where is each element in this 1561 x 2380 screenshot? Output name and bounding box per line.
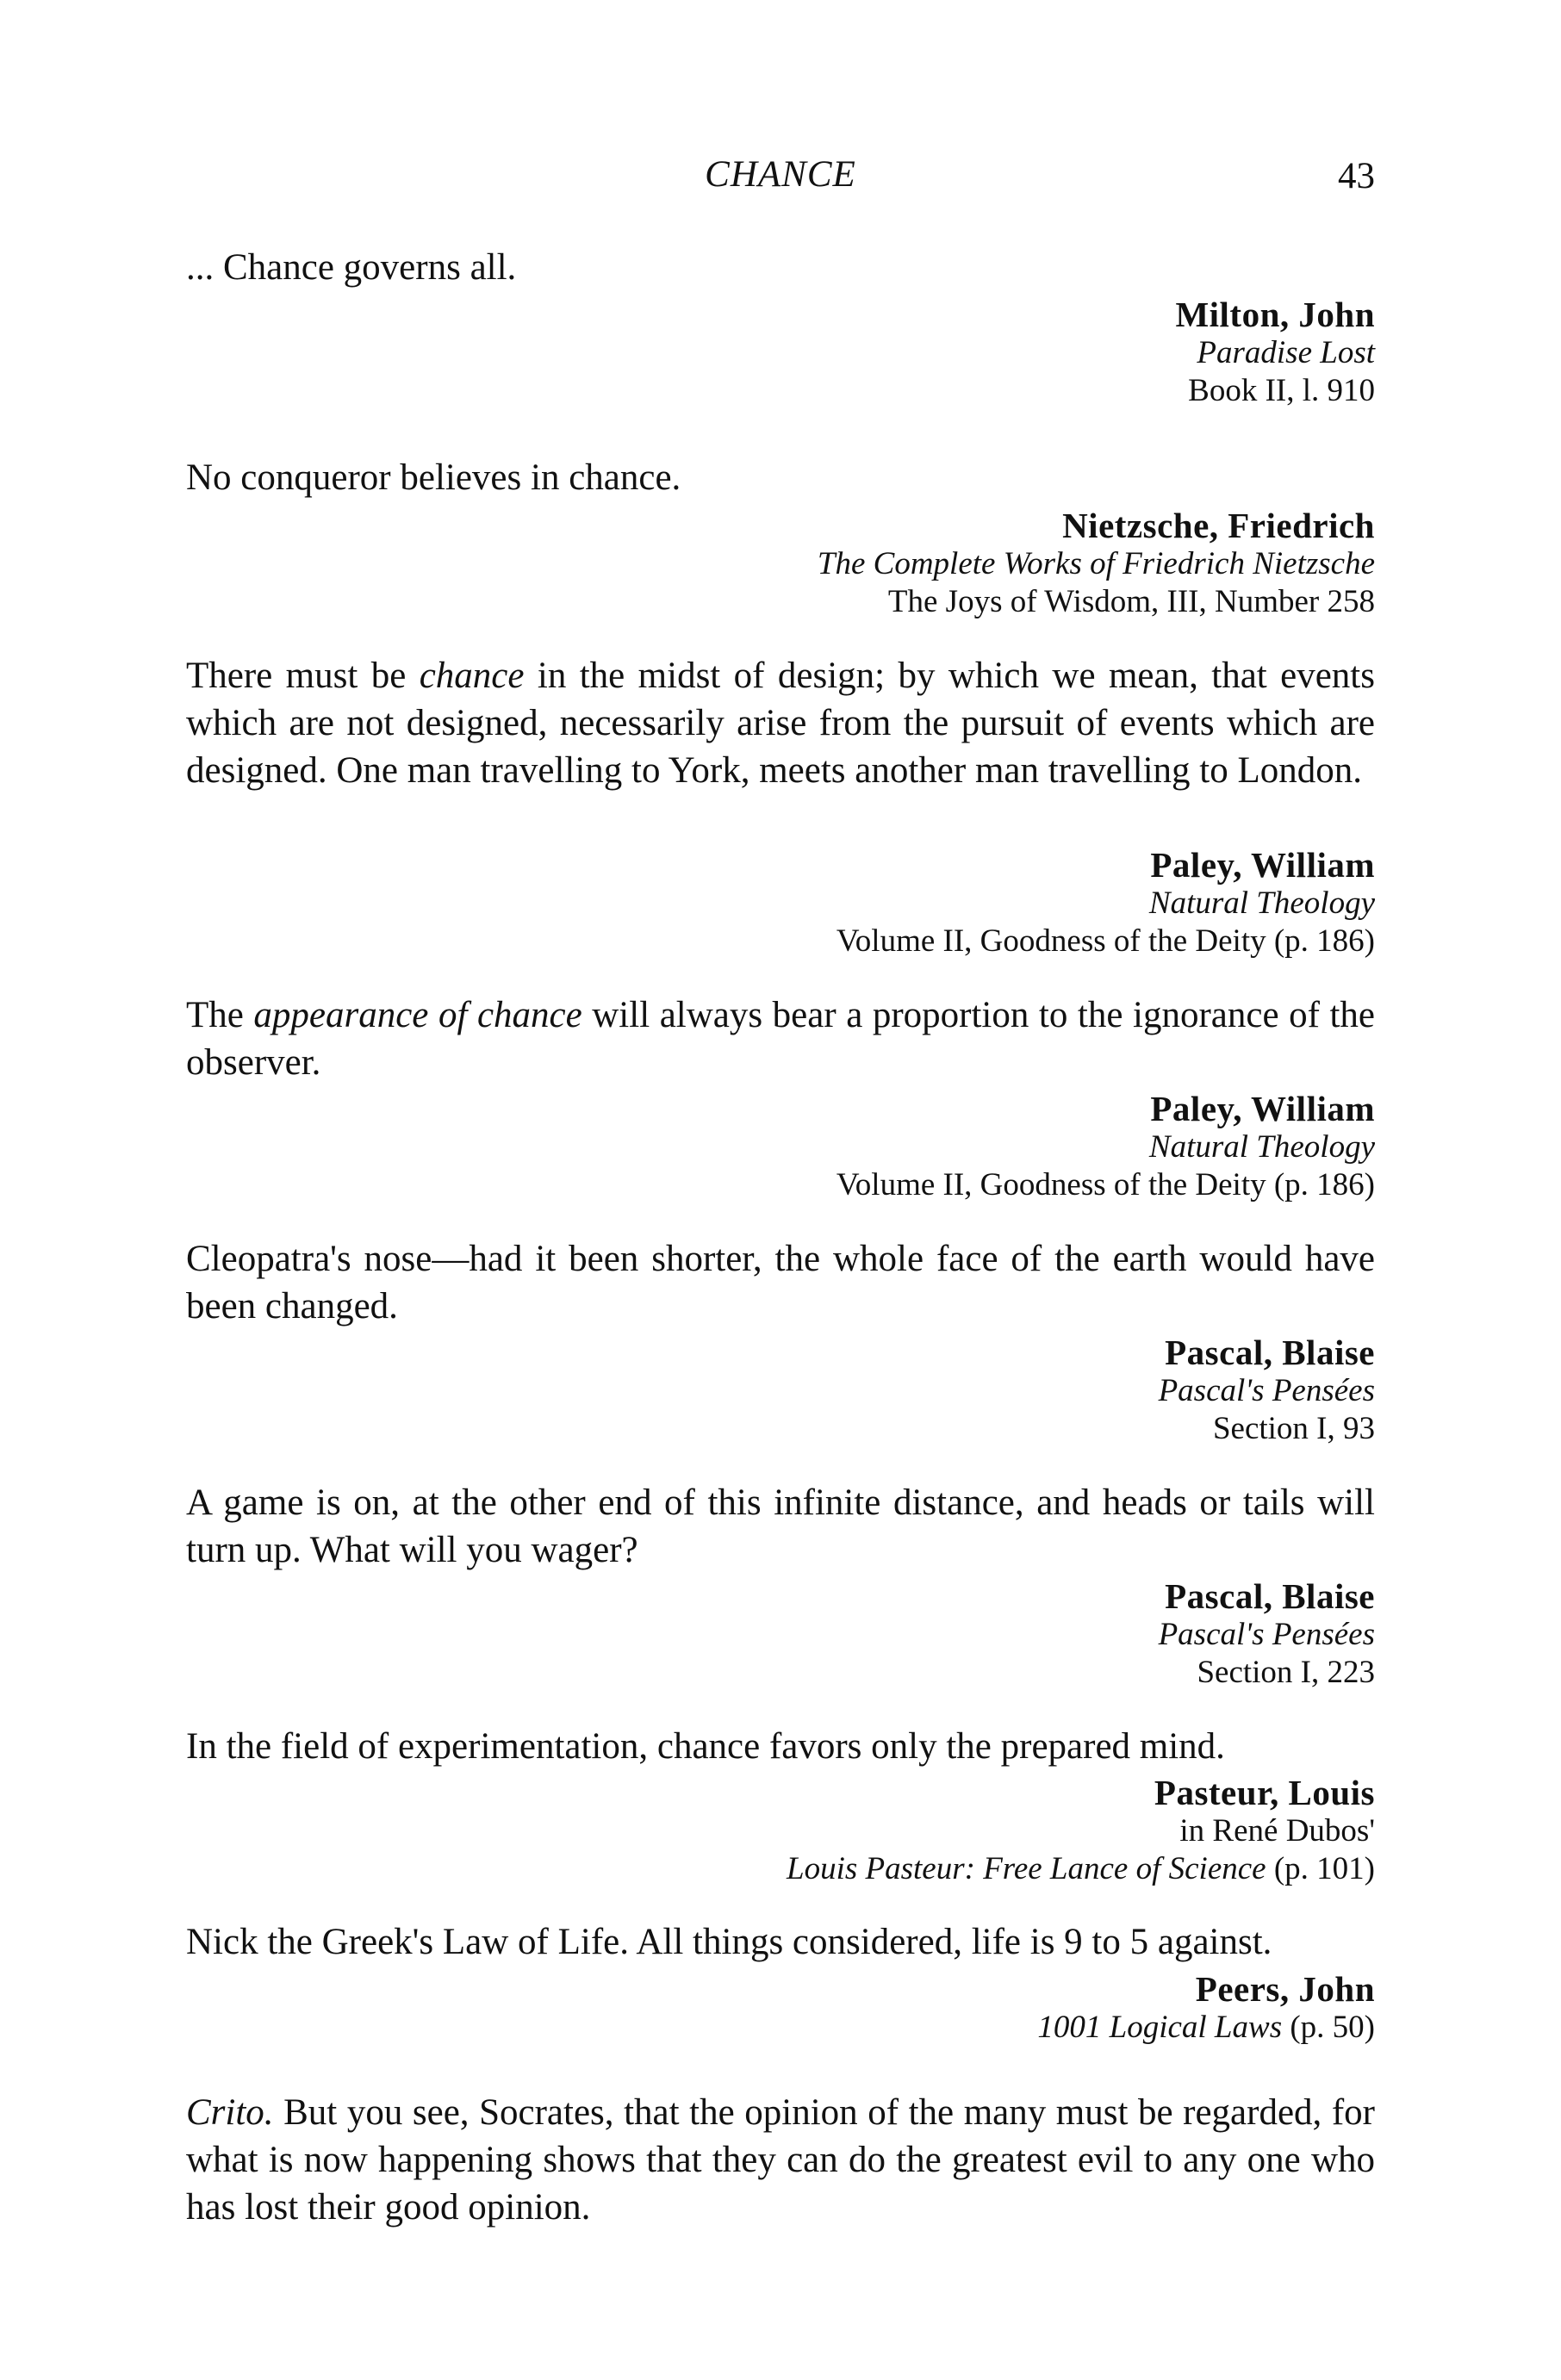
quote-text: Cleopatra's nose—had it been shorter, the whole face of the earth would have been changed. — [186, 1239, 1375, 1327]
attribution-source-title: The Complete Works of Friedrich Nietzsche — [817, 546, 1375, 581]
attribution-source-title: Louis Pasteur: Free Lance of Science — [787, 1851, 1266, 1886]
attribution-source-prefix: in René Dubos' — [1179, 1813, 1375, 1849]
attribution — [427, 1333, 1375, 1448]
attribution-author: Milton, John — [1175, 295, 1375, 334]
attribution — [427, 1773, 1375, 1888]
attribution-source-detail: Volume II, Goodness of the Deity (p. 186) — [836, 1167, 1375, 1202]
quote-emphasis: chance — [419, 656, 525, 696]
attribution-source-detail: The Joys of Wisdom, III, Number 258 — [887, 584, 1375, 619]
attribution-source-detail: Volume II, Goodness of the Deity (p. 186) — [836, 923, 1375, 959]
quote-text: ... Chance governs all. — [186, 247, 517, 288]
quote-text — [186, 652, 1375, 794]
attribution-source-title: Pascal's Pensées — [1158, 1617, 1375, 1652]
chapter-title: CHANCE — [705, 154, 856, 195]
attribution-author: Pasteur, Louis — [1154, 1773, 1375, 1812]
quote-text-end: will always bear a proportion to the ignorance of the observer. — [186, 995, 1375, 1083]
quote-text-start: There must be — [186, 656, 420, 696]
attribution-author: Pascal, Blaise — [1165, 1576, 1375, 1616]
attribution — [427, 845, 1375, 960]
quote-text-end: But you see, Socrates, that the opinion of the many must be regarded, for what is now happening shows that they can do the greatest evil to any one who has lost their good opinion. — [186, 2092, 1375, 2228]
attribution-author: Pascal, Blaise — [1165, 1333, 1375, 1372]
attribution — [427, 1969, 1375, 2047]
attribution-source-detail: Section I, 93 — [1212, 1411, 1375, 1446]
quote-text — [186, 2089, 1375, 2231]
attribution-author: Paley, William — [1150, 845, 1375, 885]
attribution-source-page: (p. 101) — [1266, 1851, 1375, 1886]
attribution-source-page: (p. 50) — [1282, 2010, 1375, 2045]
attribution-author: Nietzsche, Friedrich — [1062, 506, 1375, 545]
attribution-author: Paley, William — [1150, 1089, 1375, 1128]
attribution-source-title: Pascal's Pensées — [1158, 1373, 1375, 1408]
attribution-source-title: Natural Theology — [1148, 886, 1375, 921]
quote-text: No conqueror believes in chance. — [186, 457, 681, 498]
attribution-source-title: Natural Theology — [1148, 1129, 1375, 1165]
attribution-source-detail: Section I, 223 — [1197, 1655, 1375, 1690]
attribution — [427, 1089, 1375, 1204]
quote-text: Nick the Greek's Law of Life. All things considered, life is 9 to 5 against. — [186, 1922, 1272, 1962]
page-number: 43 — [1338, 156, 1375, 196]
quote-text: A game is on, at the other end of this infinite distance, and heads or tails will turn up. What will you wager? — [186, 1482, 1375, 1570]
quote-text — [186, 991, 1375, 1086]
attribution-source-title: 1001 Logical Laws — [1037, 2010, 1283, 2045]
quote-text-end: in the midst of design; by which we mean, that events which are not designed, necessarily arise from the pursuit of events which are designed. One man travelling to York, meets another man travelling to London. — [186, 656, 1375, 791]
quote-text: In the field of experimentation, chance favors only the prepared mind. — [186, 1726, 1225, 1767]
attribution — [427, 295, 1375, 410]
attribution-source-title: Paradise Lost — [1197, 335, 1375, 370]
attribution — [427, 1576, 1375, 1692]
attribution-source-detail: Book II, l. 910 — [1188, 373, 1375, 408]
attribution — [427, 506, 1375, 621]
quote-emphasis: appearance of chance — [253, 995, 582, 1035]
quote-text-start: The — [186, 995, 254, 1035]
attribution-author: Peers, John — [1195, 1969, 1375, 2009]
quote-speaker: Crito. — [186, 2092, 274, 2133]
